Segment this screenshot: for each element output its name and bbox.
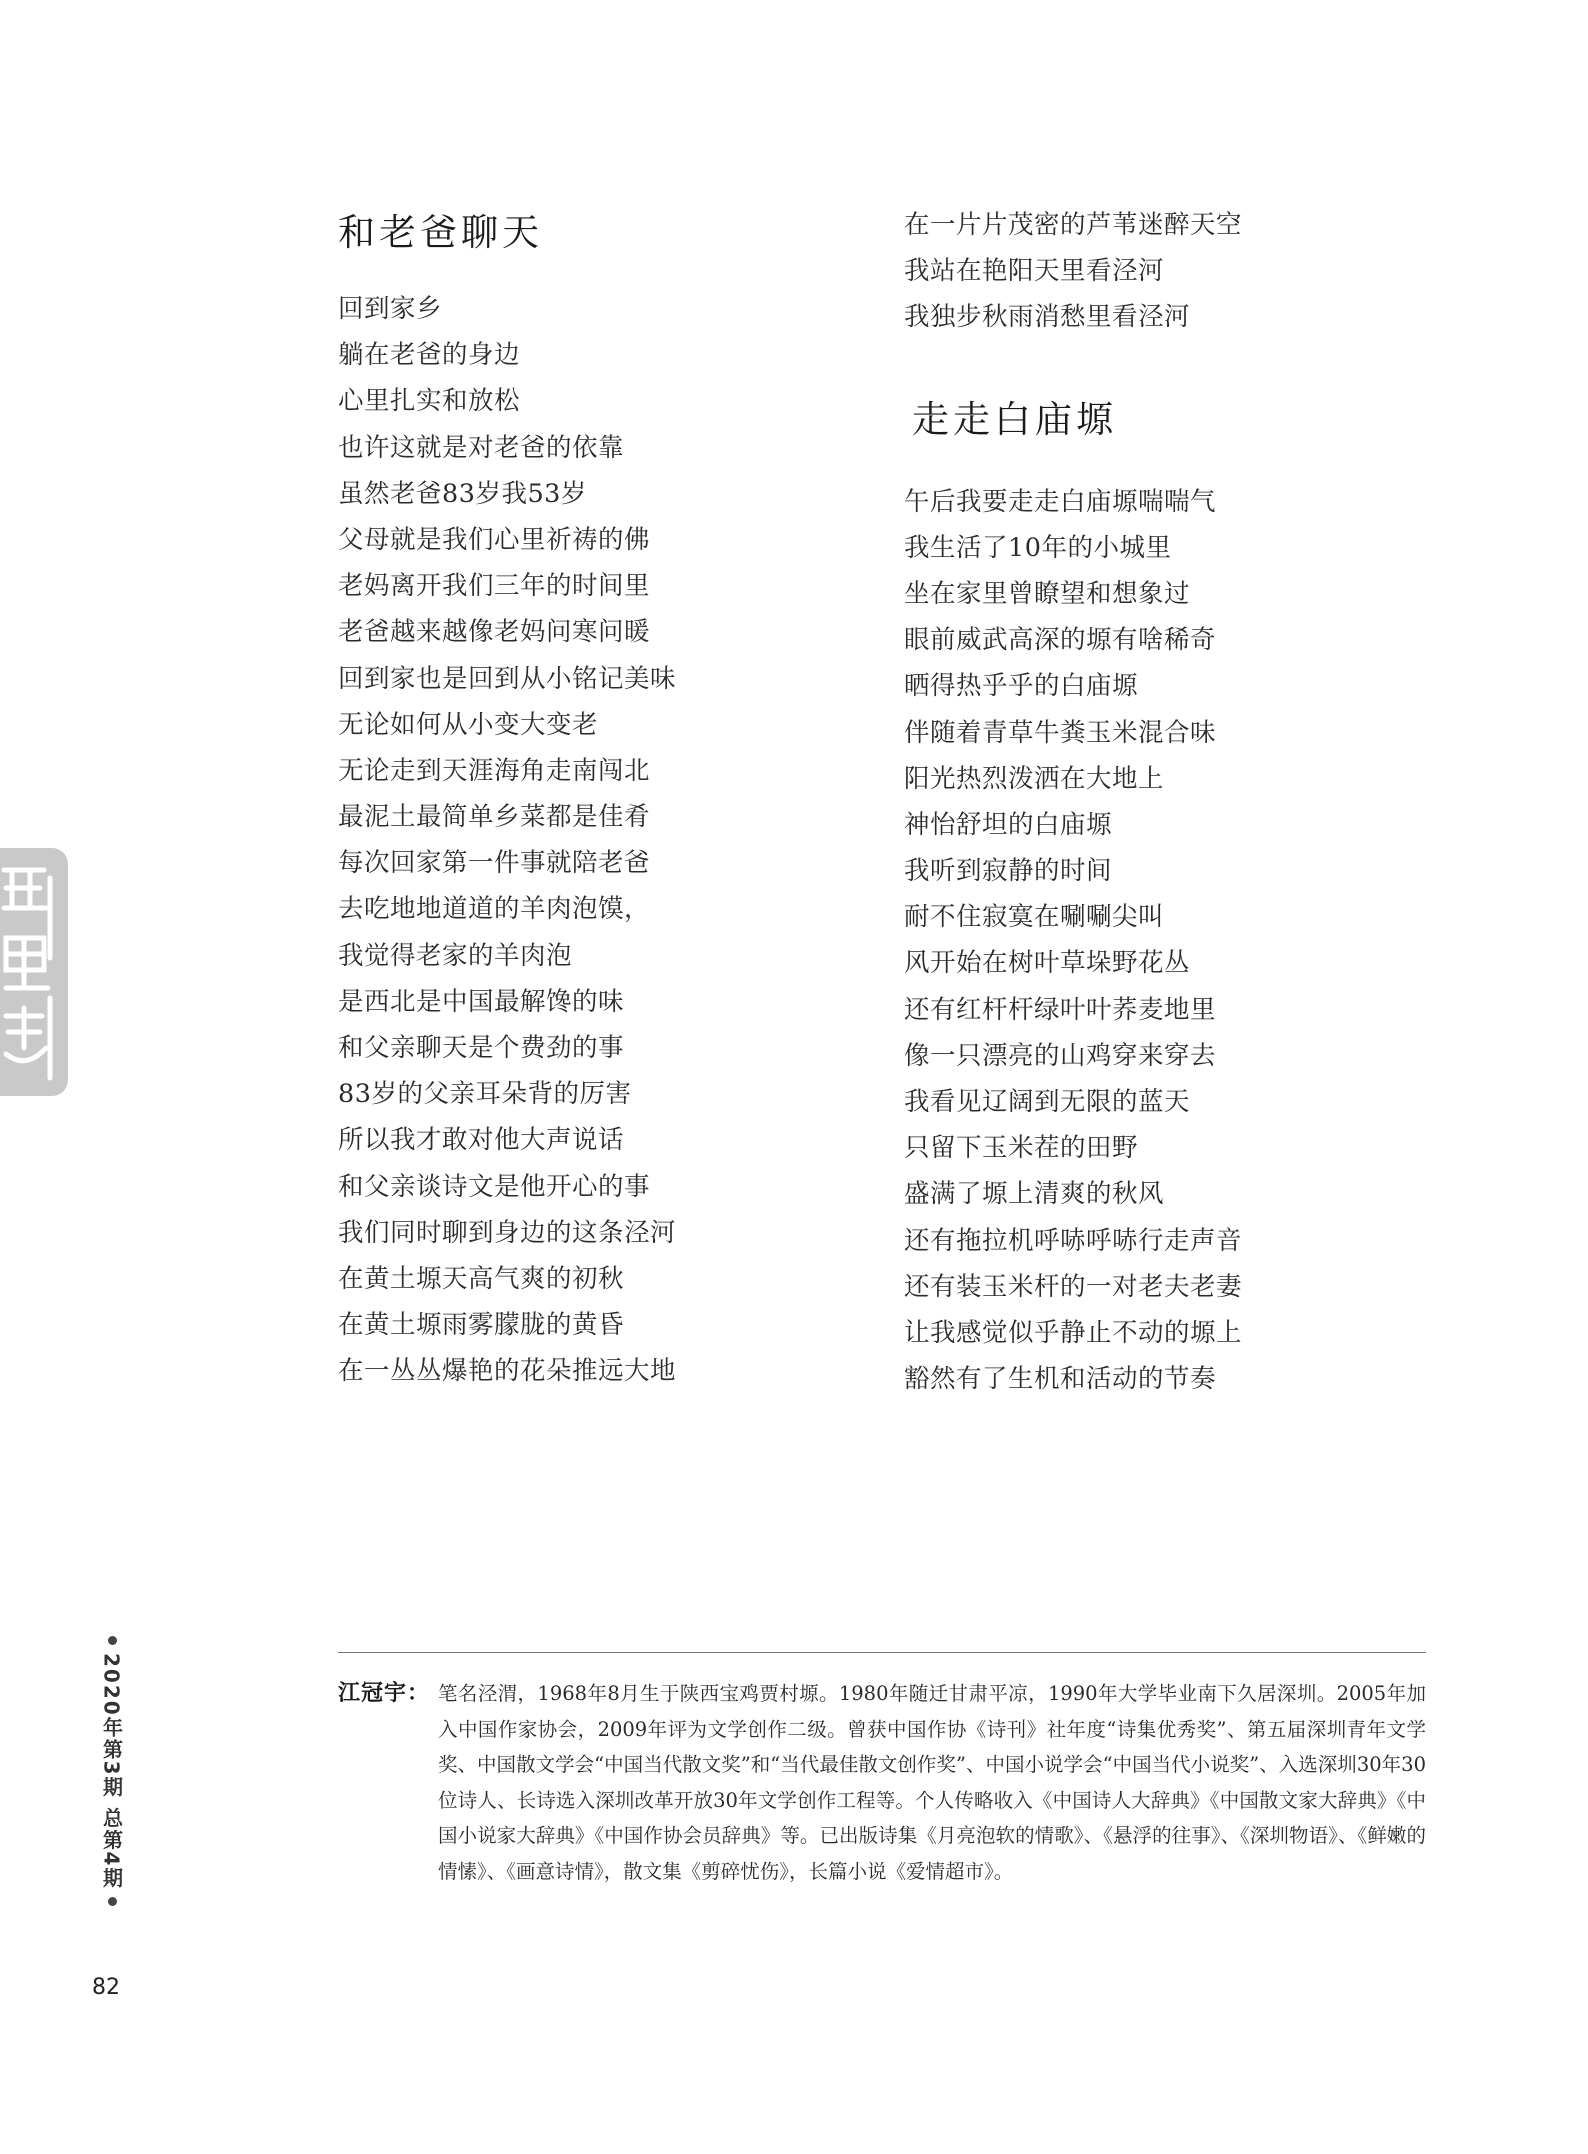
poem-line: 神怡舒坦的白庙塬	[904, 809, 1113, 840]
poem-line: 无论走到天涯海角走南闯北	[338, 755, 651, 786]
poem-line: 坐在家里曾瞭望和想象过	[904, 578, 1191, 609]
poem-line: 我独步秋雨消愁里看泾河	[904, 302, 1191, 333]
poem-line: 和父亲谈诗文是他开心的事	[338, 1171, 651, 1202]
poem-right-column	[904, 202, 1464, 1402]
poem-line: 我生活了10年的小城里	[904, 532, 1172, 563]
author-bio-text: 笔名泾渭，1968年8月生于陕西宝鸡贾村塬。1980年随迁甘肃平凉，1990年大学毕业南下久居深圳。2005年加入中国作家协会，2009年评为文学创作二级。曾获中国作协《诗刊》社年度“诗集优秀奖”、第五届深圳青年文学奖、中国散文学会“中国当代散文奖”和“当代最佳散文创作奖”、中国小说学会“中国当代小说奖”、入选深圳30年30位诗人、长诗选入深圳改革开放30年文学创作工程等。个人传略收入《中国诗人大辞典》《中国散文家大辞典》《中国小说家大辞典》《中国作协会员辞典》等。已出版诗集《月亮泡软的情歌》、《悬浮的往事》、《深圳物语》、《鲜嫩的情愫》、《画意诗情》，散文集《剪碎忧伤》，长篇小说《爱情超市》。	[438, 1682, 1426, 1883]
poem-line: 我听到寂静的时间	[904, 856, 1113, 887]
poem-line: 回到家也是回到从小铭记美味	[338, 663, 677, 694]
poem-line: 去吃地地道道的羊肉泡馍，	[338, 894, 651, 925]
poem-line: 83岁的父亲耳朵背的厉害	[338, 1079, 632, 1110]
poem-line: 老妈离开我们三年的时间里	[338, 571, 651, 602]
poem-line: 所以我才敢对他大声说话	[338, 1125, 625, 1156]
poem-line: 晒得热乎乎的白庙塬	[904, 671, 1139, 702]
poem-line: 回到家乡	[338, 294, 443, 324]
poem-line: 让我感觉似乎静止不动的塬上	[904, 1317, 1243, 1348]
poem-left-column	[338, 202, 878, 1395]
poem-line: 耐不住寂寞在唰唰尖叫	[904, 902, 1165, 933]
poem-line: 还有拖拉机呼哧呼哧行走声音	[904, 1225, 1243, 1256]
poem-line: 心里扎实和放松	[338, 386, 521, 417]
author-name: 江冠宇：	[338, 1680, 431, 1706]
poem-title: 和老爸聊天	[338, 211, 543, 254]
poem-line: 盛满了塬上清爽的秋风	[904, 1179, 1165, 1210]
author-bio	[338, 1676, 1426, 1889]
bullet-dot-icon	[108, 1897, 117, 1906]
poem-line: 在一丛丛爆艳的花朵推远大地	[338, 1356, 677, 1387]
poem-line: 伴随着青草牛粪玉米混合味	[904, 717, 1217, 748]
poem-line: 我们同时聊到身边的这条泾河	[338, 1217, 677, 1248]
poem-line: 阳光热烈泼洒在大地上	[904, 763, 1165, 794]
poem-line: 也许这就是对老爸的依靠	[338, 432, 625, 463]
page-number: 82	[92, 1975, 120, 2000]
divider	[338, 1652, 1426, 1653]
poem-line: 我看见辽阔到无限的蓝天	[904, 1087, 1191, 1117]
poem-line: 只留下玉米茬的田野	[904, 1133, 1139, 1164]
poem-line: 豁然有了生机和活动的节奏	[904, 1364, 1217, 1395]
poem-line: 在黄土塬天高气爽的初秋	[338, 1263, 625, 1294]
poem-line: 和父亲聊天是个费劲的事	[338, 1033, 625, 1063]
poem-line: 还有红杆杆绿叶叶荞麦地里	[904, 994, 1217, 1025]
poem-line: 眼前威武高深的塬有啥稀奇	[904, 625, 1217, 656]
poem-line: 像一只漂亮的山鸡穿来穿去	[904, 1040, 1217, 1071]
poem-line: 每次回家第一件事就陪老爸	[338, 848, 651, 879]
poem-title: 走走白庙塬	[912, 397, 1117, 441]
poem-line: 午后我要走走白庙塬喘喘气	[904, 486, 1217, 517]
poem-line: 老爸越来越像老妈问寒问暖	[338, 617, 651, 648]
poem-line: 是西北是中国最解馋的味	[338, 986, 625, 1017]
poem-line: 我站在艳阳天里看泾河	[904, 256, 1165, 287]
poem-line: 风开始在树叶草垛野花丛	[904, 948, 1191, 979]
poem-line: 在一片片茂密的芦苇迷醉天空	[904, 210, 1243, 240]
seal-stamp-decoration	[0, 848, 68, 1096]
poem-line: 在黄土塬雨雾朦胧的黄昏	[338, 1310, 625, 1341]
poem-line: 还有装玉米杆的一对老夫老妻	[904, 1271, 1243, 1302]
poem-line: 虽然老爸83岁我53岁	[338, 478, 587, 509]
poem-line: 无论如何从小变大变老	[338, 709, 599, 740]
issue-label: 2020年第3期 总第4期	[99, 1653, 124, 1890]
issue-sidebar	[100, 1636, 124, 1946]
poem-line: 父母就是我们心里祈祷的佛	[338, 524, 651, 555]
poem-line: 我觉得老家的羊肉泡	[338, 940, 573, 971]
bullet-dot-icon	[108, 1636, 117, 1645]
poem-line: 躺在老爸的身边	[338, 340, 521, 371]
poem-line: 最泥土最简单乡菜都是佳肴	[338, 802, 651, 833]
